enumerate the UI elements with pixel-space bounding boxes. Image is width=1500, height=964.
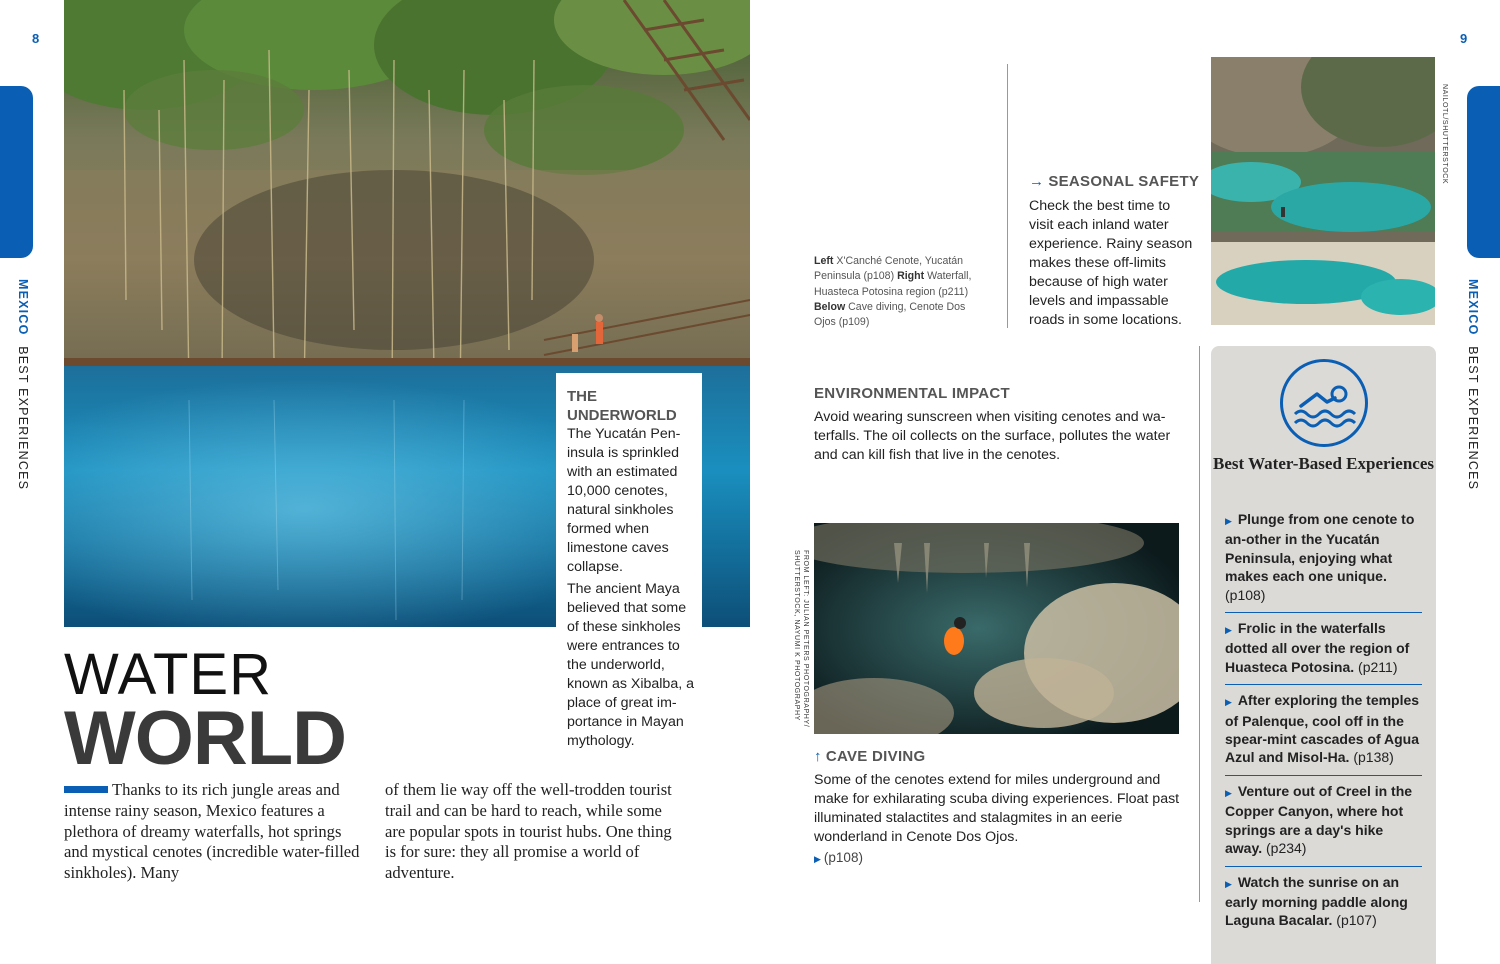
list-item-ref: (p107): [1336, 912, 1377, 929]
cave-title: [814, 748, 926, 765]
seasonal-title: [1029, 173, 1199, 190]
cave-credit-line-1: FROM LEFT: JULIAN PETERS PHOTOGRAPHY/: [802, 550, 809, 728]
side-label-section: BEST EXPERIENCES: [16, 346, 30, 491]
underworld-title: THE UNDERWORLD: [567, 388, 677, 424]
cave-body: Some of the cenotes extend for miles underground and make for exhilarating scuba diving experiences. Float past illuminated stalactites and stalagmites in an eerie wonderland in Cenote Dos Ojos.: [814, 772, 1180, 845]
caption-right-text: Waterfall, Huasteca Potosina region (p211): [814, 270, 972, 298]
arrow-right-icon: →: [1029, 173, 1045, 190]
list-item: [1225, 685, 1422, 776]
divider-rule: [1007, 64, 1008, 328]
seasonal-title-text: SEASONAL SAFETY: [1048, 173, 1200, 190]
list-item-ref: (p108): [1225, 586, 1266, 603]
side-label-section: BEST EXPERIENCES: [1466, 346, 1480, 491]
environmental-title: ENVIRONMENTAL IMPACT: [814, 385, 1010, 402]
intro-column-1: [64, 780, 364, 884]
page-number-right: 9: [1460, 31, 1468, 46]
underworld-paragraph-2: The ancient Maya believed that some of these sinkholes were entrances to the underworld, known as Xibalba, a place of great im-portance in Mayan mythology.: [567, 581, 694, 749]
list-item: [1225, 867, 1422, 938]
cave-title-text: CAVE DIVING: [825, 748, 926, 765]
arrow-up-icon: ↑: [814, 748, 822, 765]
underworld-paragraph-1: The Yucatán Pen-insula is sprinkled with an estimated 10,000 cenotes, natural sinkholes formed when limestone caves collapse.: [567, 426, 681, 575]
list-item-text: After exploring the temples of Palenque, cool off in the spear-mint cascades of Agua Azul and Misol-Ha.: [1225, 692, 1420, 766]
list-item: [1225, 776, 1422, 867]
list-item-ref: (p138): [1353, 749, 1394, 766]
list-item-text: Plunge from one cenote to an-other in the Yucatán Peninsula, enjoying what makes each one unique.: [1225, 511, 1415, 585]
waterfall-credit: NAILOTL/SHUTTERSTOCK: [1441, 84, 1448, 185]
caption-below-label: Below: [814, 300, 846, 313]
waterfall-illustration: [1211, 57, 1435, 325]
chapter-tab-left: [0, 86, 33, 258]
underworld-sidebar: [556, 373, 702, 773]
side-label-left: [16, 279, 30, 490]
chapter-tab-right: [1467, 86, 1500, 258]
photo-caption: [814, 254, 974, 330]
cave-photo: [814, 523, 1179, 734]
seasonal-body: Check the best time to visit each inland water experience. Rainy season makes these off-limits because of high water levels and impassable roads in some locations.: [1029, 198, 1193, 328]
cave-reference-text: (p108): [823, 850, 863, 865]
caption-below-text: Cave diving, Cenote Dos Ojos (p109): [814, 300, 966, 329]
headline-line-2: WORLD: [64, 696, 347, 781]
list-item-text: Frolic in the waterfalls dotted all over the region of Huasteca Potosina.: [1225, 620, 1410, 675]
triangle-right-icon: ▶: [1225, 787, 1232, 798]
intro-column-2: of them lie way off the well-trodden tourist trail and can be hard to reach, while some are popular spots in tourist hubs. One thing is for sure: they all promise a world of adventure.: [385, 780, 672, 883]
side-label-right: [1466, 279, 1480, 490]
best-experiences-title: Best Water-Based Experiences: [1213, 454, 1434, 473]
best-experiences-list: [1225, 504, 1422, 938]
triangle-right-icon: ▶: [814, 854, 821, 864]
list-item-text: Venture out of Creel in the Copper Canyon, where hot springs are a day's hike away.: [1225, 782, 1413, 857]
side-label-country: MEXICO: [1466, 279, 1480, 336]
list-item: [1225, 613, 1422, 685]
list-item: [1225, 504, 1422, 613]
cave-illustration: [814, 523, 1179, 734]
cave-reference: [814, 850, 863, 865]
waterfall-photo: [1211, 57, 1435, 325]
page-number-left: 8: [32, 31, 40, 46]
cave-credit: [792, 550, 810, 727]
cave-credit-line-2: SHUTTERSTOCK, NAYUMI K PHOTOGRAPHY: [793, 550, 800, 721]
list-item-ref: (p234): [1266, 840, 1307, 857]
intro-accent-bar: [64, 786, 108, 793]
environmental-body: Avoid wearing sunscreen when visiting cenotes and wa-terfalls. The oil collects on the surface, pollutes the water and can kill fish that live in the cenotes.: [814, 409, 1171, 463]
triangle-right-icon: ▶: [1225, 516, 1232, 526]
side-label-country: MEXICO: [16, 279, 30, 336]
caption-right-label: Right: [897, 270, 925, 283]
triangle-right-icon: ▶: [1225, 878, 1232, 889]
sidebox-divider-rule: [1199, 346, 1200, 902]
caption-left-label: Left: [814, 255, 834, 267]
triangle-right-icon: ▶: [1225, 625, 1232, 636]
list-item-text: Watch the sunrise on an early morning paddle along Laguna Bacalar.: [1225, 873, 1408, 929]
intro-text-1: Thanks to its rich jungle areas and intense rainy season, Mexico features a plethora of dreamy waterfalls, hot springs and mystical cenotes (incredible water-filled sinkholes). Many: [64, 780, 360, 883]
swimmer-icon: [1280, 359, 1368, 447]
triangle-right-icon: ▶: [1225, 697, 1232, 708]
list-item-ref: (p211): [1358, 658, 1398, 675]
caption-left-text: X'Canché Cenote, Yucatán Peninsula (p108): [814, 255, 964, 283]
headline-line-1: WATER: [64, 642, 272, 707]
